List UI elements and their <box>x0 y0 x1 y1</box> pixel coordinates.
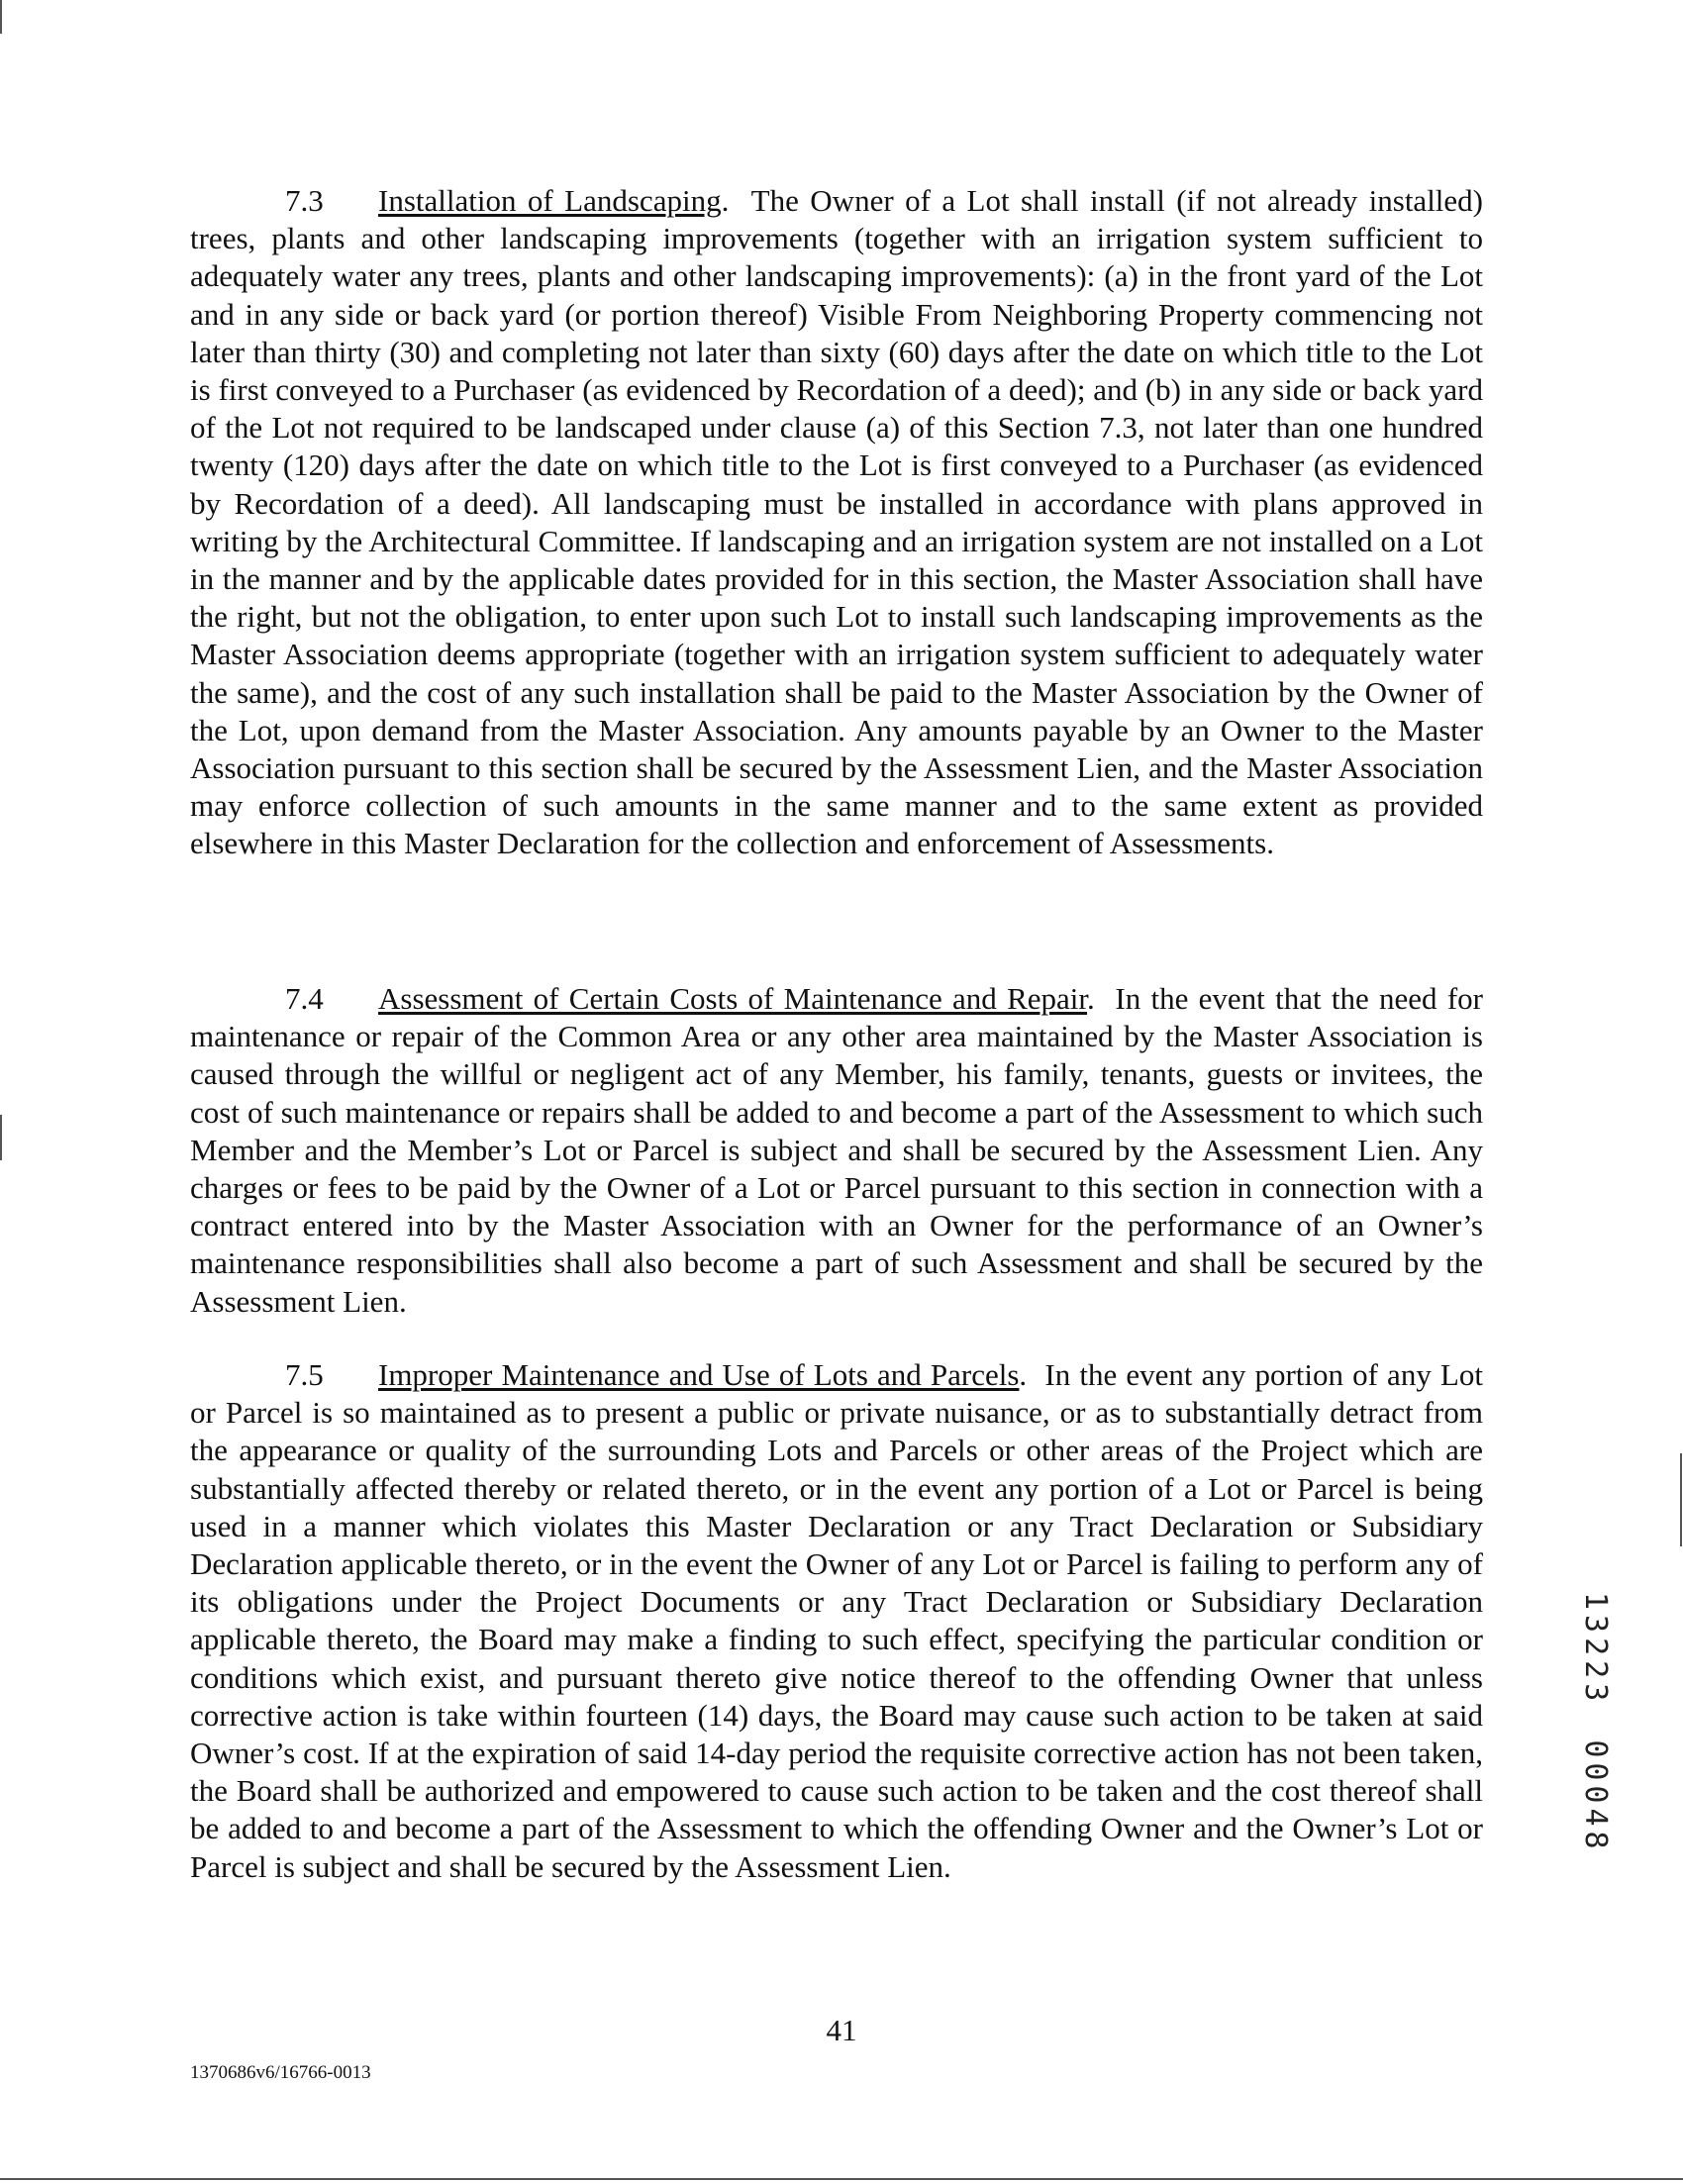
scan-edge-mark-left <box>0 1115 2 1160</box>
section-title: Assessment of Certain Costs of Maintenance and Repair <box>378 981 1088 1016</box>
scan-edge-mark-bottom <box>0 2178 1683 2180</box>
section-body: In the event that the need for maintenance or repair of the Common Area or any other area maintained by the Master Association is caused through the willful or negligent act of any Member, his family, tenants, guests or invitees, the cost of such maintenance or repairs shall be added to and become a part of the Assessment to which such Member and the Member’s Lot or Parcel is subject and shall be secured by the Assessment Lien. Any charges or fees to be paid by the Owner of a Lot or Parcel pursuant to this section in connection with a contract entered into by the Master Association with an Owner for the performance of an Owner’s maintenance responsibilities shall also become a part of such Assessment and shall be secured by the Assessment Lien. <box>190 981 1483 1319</box>
section-number: 7.4 <box>285 981 324 1016</box>
stamp-book-number: 13223 <box>1578 1592 1613 1707</box>
section-number: 7.5 <box>285 1357 324 1392</box>
recording-stamp <box>1578 1592 1613 1854</box>
section-body: The Owner of a Lot shall install (if not already installed) trees, plants and other landscaping improvements (together with an irrigation system sufficient to adequately water any trees, plants and other landscaping improvements): (a) in the front yard of the Lot and in any side or back yard (or portion thereof) Visible From Neighboring Property commencing not later than thirty (30) and completing not later than sixty (60) days after the date on which title to the Lot is first conveyed to a Purchaser (as evidenced by Recordation of a deed); and (b) in any side or back yard of the Lot not required to be landscaped under clause (a) of this Section 7.3, not later than one hundred twenty (120) days after the date on which title to the Lot is first conveyed to a Purchaser (as evidenced by Recordation of a deed). All landscaping must be installed in accordance with plans approved in writing by the Architectural Committee. If landscaping and an irrigation system are not installed on a Lot in the manner and by the applicable dates provided for in this section, the Master Association shall have the right, but not the obligation, to enter upon such Lot to install such landscaping improvements as the Master Association deems appropriate (together with an irrigation system sufficient to adequately water the same), and the cost of any such installation shall be paid to the Master Association by the Owner of the Lot, upon demand from the Master Association. Any amounts payable by an Owner to the Master Association pursuant to this section shall be secured by the Assessment Lien, and the Master Association may enforce collection of such amounts in the same manner and to the same extent as provided elsewhere in this Master Declaration for the collection and enforcement of Assessments. <box>190 183 1484 861</box>
section-title: Installation of Landscaping <box>378 183 722 218</box>
stamp-page-number: 00048 <box>1578 1739 1613 1854</box>
section-7-5: 7.5 Improper Maintenance and Use of Lots and Parcels. In the event any portion of any Lot or Parcel is so maintained as to present a public or private nuisance, or as to substantially detract from the appearance or quality of the surrounding Lots and Parcels or other areas of the Project which are substantially affected thereby or related thereto, or in the event any portion of a Lot or Parcel is being used in a manner which violates this Master Declaration or any Tract Declaration or Subsidiary Declaration applicable thereto, or in the event the Owner of any Lot or Parcel is failing to perform any of its obligations under the Project Documents or any Tract Declaration or Subsidiary Declaration applicable thereto, the Board may make a finding to such effect, specifying the particular condition or conditions which exist, and pursuant thereto give notice thereof to the offending Owner that unless corrective action is take within fourteen (14) days, the Board may cause such action to be taken at said Owner’s cost. If at the expiration of said 14-day period the requisite corrective action has not been taken, the Board shall be authorized and empowered to cause such action to be taken and the cost thereof shall be added to and become a part of the Assessment to which the offending Owner and the Owner’s Lot or Parcel is subject and shall be secured by the Assessment Lien. <box>190 1357 1483 1884</box>
section-body: In the event any portion of any Lot or Parcel is so maintained as to present a public or private nuisance, or as to substantially detract from the appearance or quality of the surrounding Lots and Parcels or other areas of the Project which are substantially affected thereby or related thereto, or in the event any portion of a Lot or Parcel is being used in a manner which violates this Master Declaration or any Tract Declaration or Subsidiary Declaration applicable thereto, or in the event the Owner of any Lot or Parcel is failing to perform any of its obligations under the Project Documents or any Tract Declaration or Subsidiary Declaration applicable thereto, the Board may make a finding to such effect, specifying the particular condition or conditions which exist, and pursuant thereto give notice thereof to the offending Owner that unless corrective action is take within fourteen (14) days, the Board may cause such action to be taken at said Owner’s cost. If at the expiration of said 14-day period the requisite corrective action has not been taken, the Board shall be authorized and empowered to cause such action to be taken and the cost thereof shall be added to and become a part of the Assessment to which the offending Owner and the Owner’s Lot or Parcel is subject and shall be secured by the Assessment Lien. <box>190 1357 1483 1884</box>
section-title: Improper Maintenance and Use of Lots and Parcels <box>378 1357 1020 1392</box>
section-7-3: 7.3 Installation of Landscaping. The Owner of a Lot shall install (if not already installed) trees, plants and other landscaping improvements (together with an irrigation system sufficient to adequately water any trees, plants and other landscaping improvements): (a) in the front yard of the Lot and in any side or back yard (or portion thereof) Visible From Neighboring Property commencing not later than thirty (30) and completing not later than sixty (60) days after the date on which title to the Lot is first conveyed to a Purchaser (as evidenced by Recordation of a deed); and (b) in any side or back yard of the Lot not required to be landscaped under clause (a) of this Section 7.3, not later than one hundred twenty (120) days after the date on which title to the Lot is first conveyed to a Purchaser (as evidenced by Recordation of a deed). All landscaping must be installed in accordance with plans approved in writing by the Architectural Committee. If landscaping and an irrigation system are not installed on a Lot in the manner and by the applicable dates provided for in this section, the Master Association shall have the right, but not the obligation, to enter upon such Lot to install such landscaping improvements as the Master Association deems appropriate (together with an irrigation system sufficient to adequately water the same), and the cost of any such installation shall be paid to the Master Association by the Owner of the Lot, upon demand from the Master Association. Any amounts payable by an Owner to the Master Association pursuant to this section shall be secured by the Assessment Lien, and the Master Association may enforce collection of such amounts in the same manner and to the same extent as provided elsewhere in this Master Declaration for the collection and enforcement of Assessments. <box>190 183 1484 861</box>
page-number: 41 <box>826 2013 857 2047</box>
document-id: 1370686v6/16766-0013 <box>190 2062 371 2083</box>
scan-edge-mark-right <box>1680 1453 1682 1546</box>
scan-edge-mark-top-left <box>0 0 2 34</box>
section-number: 7.3 <box>285 183 324 218</box>
section-7-4: 7.4 Assessment of Certain Costs of Maintenance and Repair. In the event that the need for maintenance or repair of the Common Area or any other area maintained by the Master Association is caused through the willful or negligent act of any Member, his family, tenants, guests or invitees, the cost of such maintenance or repairs shall be added to and become a part of the Assessment to which such Member and the Member’s Lot or Parcel is subject and shall be secured by the Assessment Lien. Any charges or fees to be paid by the Owner of a Lot or Parcel pursuant to this section in connection with a contract entered into by the Master Association with an Owner for the performance of an Owner’s maintenance responsibilities shall also become a part of such Assessment and shall be secured by the Assessment Lien. <box>190 981 1483 1319</box>
